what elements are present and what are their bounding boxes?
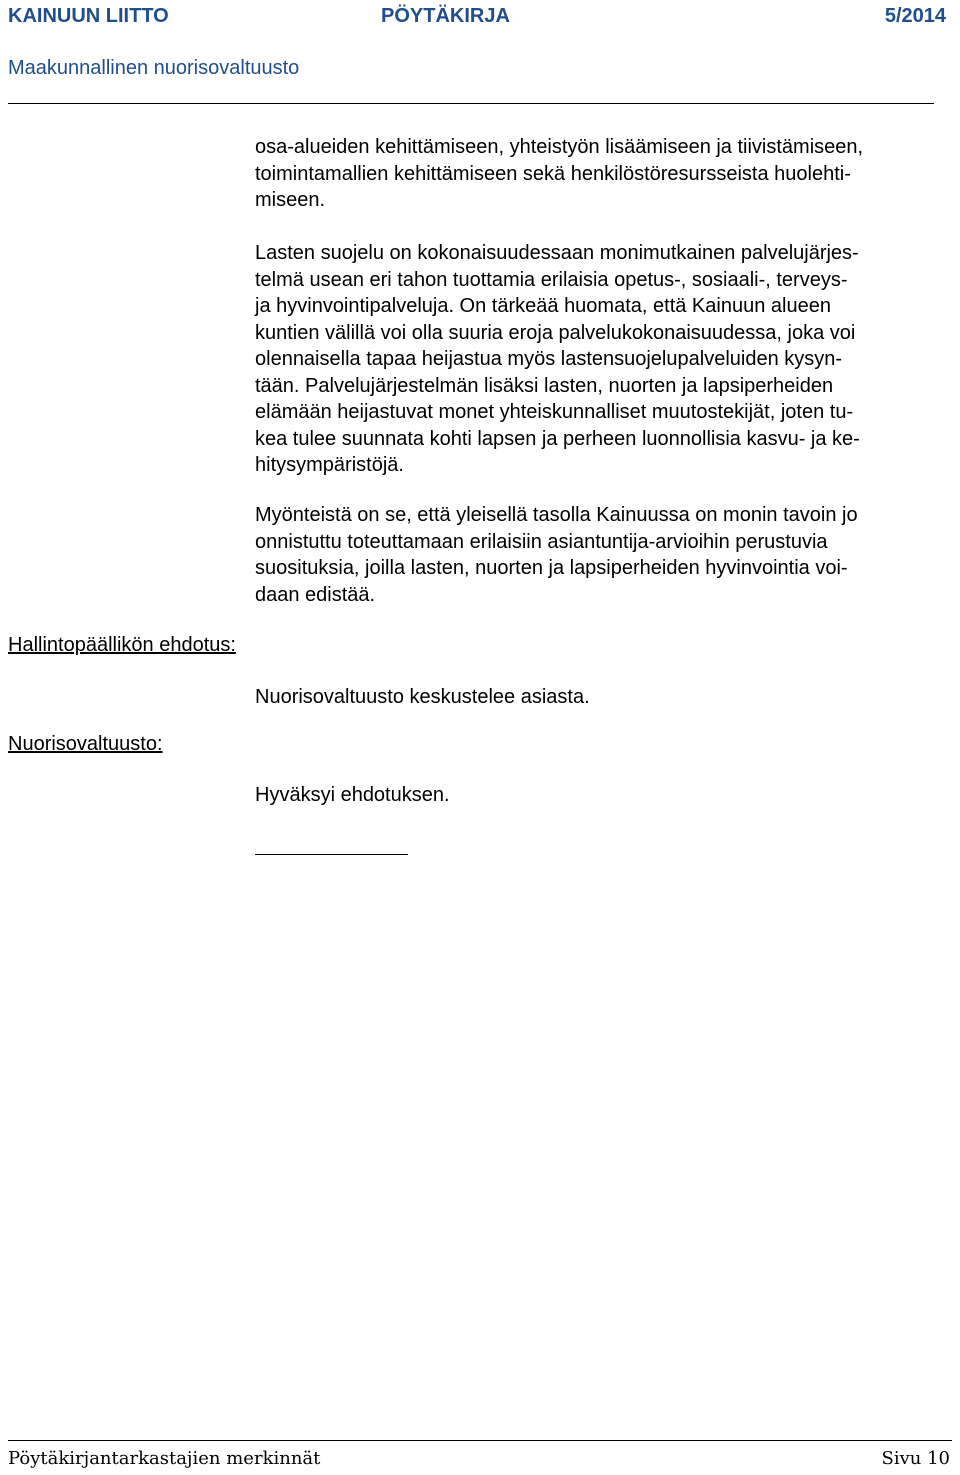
text-line: miseen. bbox=[255, 189, 326, 211]
text-line: kuntien välillä voi olla suuria eroja palvelukokonaisuudessa, joka voi bbox=[255, 321, 856, 344]
paragraph-child-protection bbox=[255, 240, 950, 479]
page-number: Sivu 10 bbox=[881, 1448, 950, 1469]
decision-label: Nuorisovaltuusto: bbox=[8, 733, 163, 755]
proposal-label: Hallintopäällikön ehdotus: bbox=[8, 634, 236, 656]
proposal-text: Nuorisovaltuusto keskustelee asiasta. bbox=[255, 686, 590, 708]
text-line: elämään heijastuvat monet yhteiskunnalliset muutostekijät, joten tu- bbox=[255, 401, 854, 423]
text-line: olennaisella tapaa heijastua myös lastensuojelupalveluiden kysyn- bbox=[255, 348, 843, 370]
text-line: daan edistää. bbox=[255, 583, 376, 606]
footer-divider bbox=[8, 1440, 952, 1441]
text-line: suosituksia, joilla lasten, nuorten ja lapsiperheiden hyvinvointia voi- bbox=[255, 557, 848, 579]
document-number: 5/2014 bbox=[884, 5, 946, 27]
footer-reviewers-notes: Pöytäkirjantarkastajien merkinnät bbox=[8, 1448, 321, 1469]
paragraph-continuation bbox=[255, 134, 950, 214]
paragraph-positive-findings bbox=[255, 502, 950, 608]
text-line: tään. Palvelujärjestelmän lisäksi lasten, nuorten ja lapsiperheiden bbox=[255, 374, 834, 397]
text-line: ja hyvinvointipalveluja. On tärkeää huomata, että Kainuun alueen bbox=[255, 295, 831, 317]
text-line: Myönteistä on se, että yleisellä tasolla Kainuussa on monin tavoin jo bbox=[255, 504, 858, 526]
text-line: osa-alueiden kehittämiseen, yhteistyön lisäämiseen ja tiivistämiseen, bbox=[255, 136, 864, 158]
text-line: toimintamallien kehittämiseen sekä henkilöstöresursseista huolehti- bbox=[255, 162, 851, 185]
section-end-line bbox=[255, 854, 408, 855]
header-divider bbox=[8, 103, 934, 104]
committee-name: Maakunnallinen nuorisovaltuusto bbox=[8, 57, 300, 79]
decision-text: Hyväksyi ehdotuksen. bbox=[255, 784, 450, 806]
text-line: kea tulee suunnata kohti lapsen ja perheen luonnollisia kasvu- ja ke- bbox=[255, 427, 860, 450]
document-type: PÖYTÄKIRJA bbox=[381, 5, 510, 27]
text-line: telmä usean eri tahon tuottamia erilaisia opetus-, sosiaali-, terveys- bbox=[255, 268, 848, 291]
organization-name: KAINUUN LIITTO bbox=[8, 5, 169, 27]
text-line: onnistuttu toteuttamaan erilaisiin asiantuntija-arvioihin perustuvia bbox=[255, 530, 828, 553]
text-line: Lasten suojelu on kokonaisuudessaan monimutkainen palvelujärjes- bbox=[255, 242, 859, 264]
text-line: hitysympäristöjä. bbox=[255, 454, 404, 476]
